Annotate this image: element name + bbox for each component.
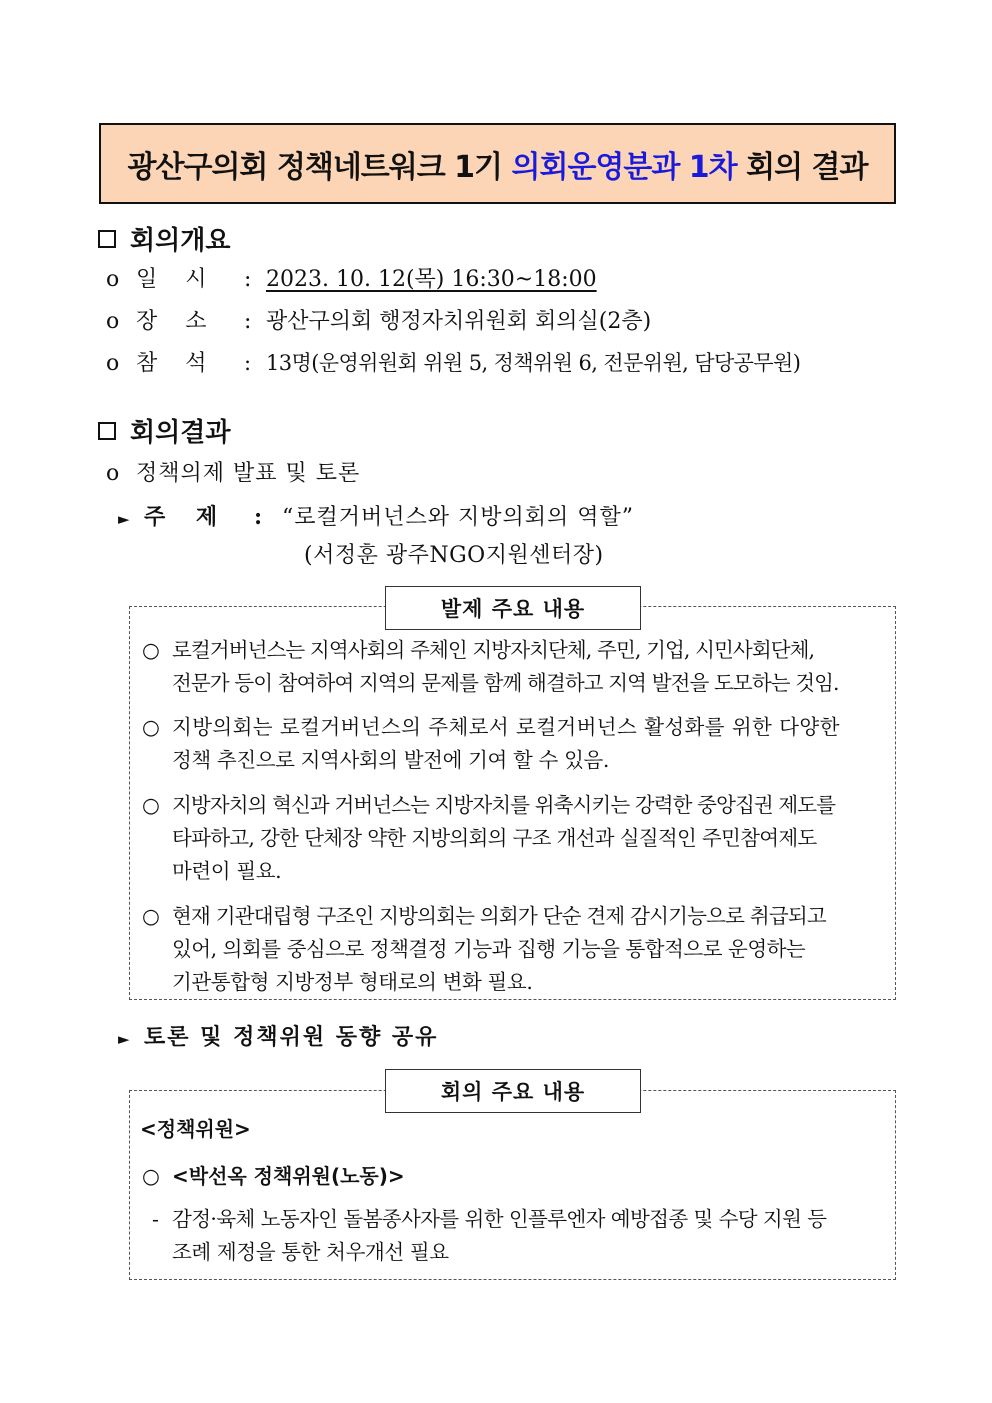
- overview-heading: 회의개요: [130, 226, 231, 256]
- document-title: [99, 123, 896, 204]
- list-bullet: o: [106, 351, 120, 376]
- detail-line: 감정·육체 노동자인 돌봄종사자를 위한 인플루엔자 예방접종 및 수당 지원 등: [172, 1207, 827, 1231]
- meeting-detail: [152, 1203, 886, 1269]
- list-bullet: o: [106, 461, 120, 486]
- list-bullet: o: [106, 309, 120, 334]
- circle-bullet-icon: ○: [142, 904, 160, 928]
- overview-item-date: [106, 262, 597, 293]
- colon: :: [254, 504, 263, 530]
- dash-bullet: -: [152, 1207, 159, 1231]
- results-heading: 회의결과: [130, 418, 231, 448]
- checkbox-square-icon: [98, 230, 116, 248]
- overview-item-attendees: [106, 346, 800, 377]
- paragraph-line: 있어, 의회를 중심으로 정책결정 기능과 집행 기능을 통합적으로 운영하는: [172, 937, 806, 961]
- meeting-member: [142, 1160, 405, 1189]
- paragraph-line: 기관통합형 지방정부 형태로의 변화 필요.: [172, 970, 533, 994]
- circle-bullet-icon: ○: [142, 1164, 160, 1188]
- topic-line: [118, 500, 634, 531]
- detail-line: 조례 제정을 통한 처우개선 필요: [172, 1240, 449, 1264]
- overview-value-place: 광산구의회 행정자치위원회 회의실(2층): [266, 309, 652, 334]
- colon: :: [244, 351, 252, 375]
- member-name: <박선옥 정책위원(노동)>: [172, 1164, 405, 1188]
- paragraph-line: 정책 추진으로 지역사회의 발전에 기여 할 수 있음.: [172, 748, 609, 772]
- results-item-text: 정책의제 발표 및 토론: [136, 461, 361, 486]
- meeting-box-label: 회의 주요 내용: [385, 1069, 641, 1113]
- title-part1: 광산구의회 정책네트워크 1기: [127, 149, 512, 185]
- discussion-line: [118, 1020, 438, 1051]
- overview-value-date: 2023. 10. 12(목) 16:30~18:00: [266, 267, 597, 292]
- topic-label: 주 제: [144, 504, 218, 530]
- overview-label: 참 석: [136, 351, 207, 376]
- paragraph-line: 마련이 필요.: [172, 859, 282, 883]
- topic-title: “로컬거버넌스와 지방의회의 역할”: [282, 505, 635, 530]
- presentation-paragraph: [142, 711, 886, 777]
- triangle-right-icon: ►: [118, 1030, 130, 1048]
- paragraph-line: 지방의회는 로컬거버넌스의 주체로서 로컬거버넌스 활성화를 위한 다양한: [172, 715, 840, 739]
- results-item: [106, 456, 360, 487]
- triangle-right-icon: ►: [118, 510, 130, 528]
- paragraph-line: 지방자치의 혁신과 거버넌스는 지방자치를 위축시키는 강력한 중앙집권 제도를: [172, 793, 836, 817]
- overview-label: 장 소: [136, 309, 207, 334]
- presentation-box-label: 발제 주요 내용: [385, 586, 641, 630]
- overview-item-place: [106, 304, 651, 335]
- presentation-paragraph: [142, 634, 886, 700]
- overview-label: 일 시: [136, 267, 207, 292]
- discussion-text: 토론 및 정책위원 동향 공유: [144, 1024, 439, 1050]
- title-highlight: 의회운영분과 1차: [511, 149, 737, 185]
- title-part3: 회의 결과: [736, 149, 868, 185]
- circle-bullet-icon: ○: [142, 638, 160, 662]
- presentation-paragraph: [142, 900, 886, 999]
- paragraph-line: 전문가 등이 참여하여 지역의 문제를 함께 해결하고 지역 발전을 도모하는 것임.: [172, 671, 839, 695]
- paragraph-line: 현재 기관대립형 구조인 지방의회는 의회가 단순 견제 감시기능으로 취급되고: [172, 904, 826, 928]
- topic-presenter: (서정훈 광주NGO지원센터장): [304, 543, 604, 568]
- paragraph-line: 로컬거버넌스는 지역사회의 주체인 지방자치단체, 주민, 기업, 시민사회단체,: [172, 638, 815, 662]
- colon: :: [244, 267, 252, 292]
- list-bullet: o: [106, 267, 120, 292]
- colon: :: [244, 309, 252, 334]
- circle-bullet-icon: ○: [142, 793, 160, 817]
- presentation-paragraph: [142, 789, 886, 888]
- circle-bullet-icon: ○: [142, 715, 160, 739]
- section-heading-results: [98, 412, 230, 449]
- paragraph-line: 타파하고, 강한 단체장 약한 지방의회의 구조 개선과 실질적인 주민참여제도: [172, 826, 817, 850]
- overview-value-attendees: 13명(운영위원회 위원 5, 정책위원 6, 전문위원, 담당공무원): [266, 351, 801, 375]
- checkbox-square-icon: [98, 422, 116, 440]
- section-heading-overview: [98, 220, 230, 257]
- meeting-group: <정책위원>: [140, 1117, 251, 1141]
